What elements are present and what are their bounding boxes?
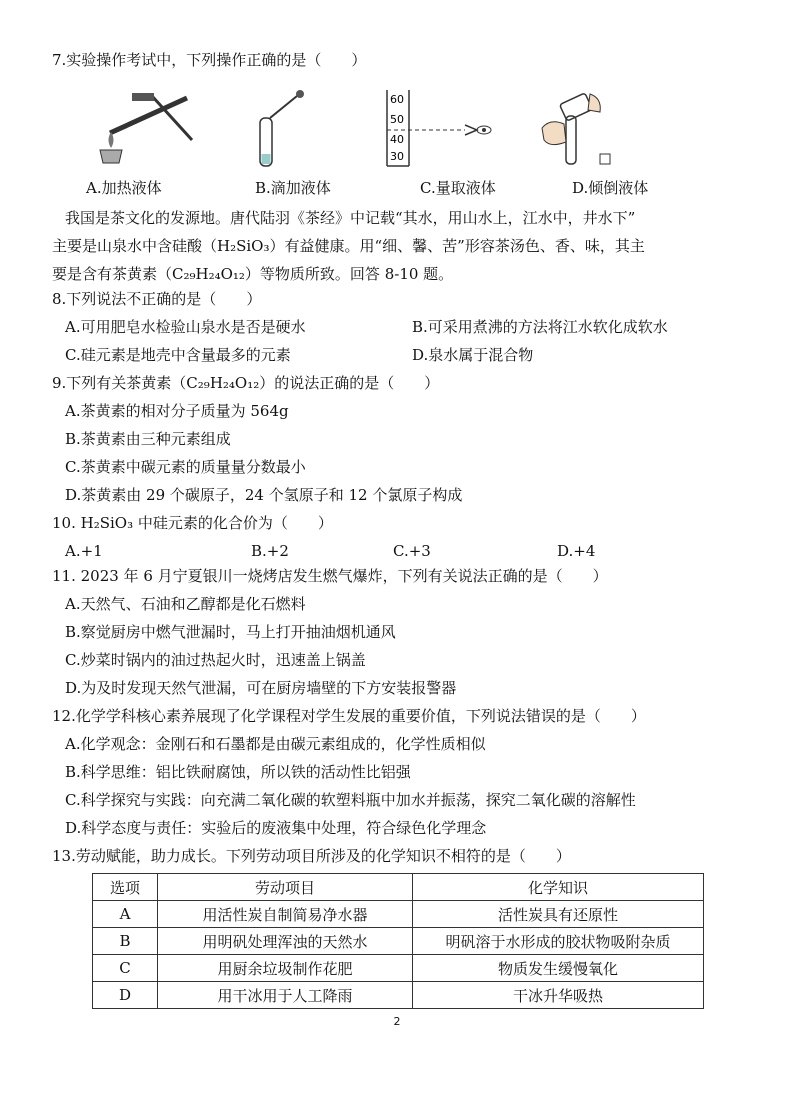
table-cell: 活性炭具有还原性 <box>413 901 704 928</box>
option-b-label: B.滴加液体 <box>255 179 331 197</box>
table-cell: 用活性炭自制简易净水器 <box>158 901 413 928</box>
q12-option-d: D.科学态度与责任：实验后的废液集中处理，符合绿色化学理念 <box>65 819 487 837</box>
q12-option-a: A.化学观念：金刚石和石墨都是由碳元素组成的，化学性质相似 <box>65 735 486 753</box>
question-8-stem: 8.下列说法不正确的是（ ） <box>52 290 262 308</box>
table-cell: 干冰升华吸热 <box>413 982 704 1009</box>
question-13-stem: 13.劳动赋能，助力成长。下列劳动项目所涉及的化学知识不相符的是（ ） <box>52 847 571 865</box>
table-cell: C <box>93 955 158 982</box>
question-7-stem: 7.实验操作考试中，下列操作正确的是（ ） <box>52 51 367 69</box>
option-d-label: D.倾倒液体 <box>572 179 649 197</box>
table-cell: 用明矾处理浑浊的天然水 <box>158 928 413 955</box>
tick-40: 40 <box>390 133 404 146</box>
dropping-liquid-figure <box>232 88 362 168</box>
table-row <box>93 982 704 1009</box>
header-labor-project: 劳动项目 <box>158 874 413 901</box>
table-header-row <box>93 874 704 901</box>
passage-line-1: 我国是茶文化的发源地。唐代陆羽《茶经》中记载“其水，用山水上，江水中，井水下” <box>65 209 636 227</box>
table-cell: A <box>93 901 158 928</box>
q11-option-a: A.天然气、石油和乙醇都是化石燃料 <box>65 595 306 613</box>
table-row <box>93 955 704 982</box>
page-number: 2 <box>393 1015 401 1028</box>
option-c-label: C.量取液体 <box>420 179 496 197</box>
table-cell: B <box>93 928 158 955</box>
header-chem-knowledge: 化学知识 <box>413 874 704 901</box>
question-10-stem: 10. H₂SiO₃ 中硅元素的化合价为（ ） <box>52 514 333 532</box>
table-cell: 物质发生缓慢氧化 <box>413 955 704 982</box>
question-11-stem: 11. 2023 年 6 月宁夏银川一烧烤店发生燃气爆炸，下列有关说法正确的是（ ） <box>52 567 608 585</box>
q10-option-c: C.+3 <box>393 542 431 560</box>
option-a-label: A.加热液体 <box>86 179 162 197</box>
tick-50: 50 <box>390 113 404 126</box>
question-12-stem: 12.化学学科核心素养展现了化学课程对学生发展的重要价值，下列说法错误的是（ ） <box>52 707 646 725</box>
q10-option-b: B.+2 <box>251 542 289 560</box>
q9-option-a: A.茶黄素的相对分子质量为 564g <box>65 402 289 420</box>
table-row <box>93 901 704 928</box>
passage-line-2: 主要是山泉水中含硅酸（H₂SiO₃）有益健康。用“细、馨、苦”形容茶汤色、香、味，其主 <box>52 237 645 255</box>
table-cell: 用干冰用于人工降雨 <box>158 982 413 1009</box>
labor-knowledge-table <box>92 873 704 1009</box>
tick-60: 60 <box>390 93 404 106</box>
q9-option-c: C.茶黄素中碳元素的质量量分数最小 <box>65 458 306 476</box>
q8-option-a: A.可用肥皂水检验山泉水是否是硬水 <box>65 318 306 336</box>
q11-option-c: C.炒菜时锅内的油过热起火时，迅速盖上锅盖 <box>65 651 366 669</box>
heating-liquid-figure <box>92 88 222 168</box>
q10-option-a: A.+1 <box>65 542 103 560</box>
table-cell: 用厨余垃圾制作花肥 <box>158 955 413 982</box>
q11-option-d: D.为及时发现天然气泄漏，可在厨房墙壁的下方安装报警器 <box>65 679 457 697</box>
table-cell: D <box>93 982 158 1009</box>
q12-option-b: B.科学思维：铝比铁耐腐蚀，所以铁的活动性比铝强 <box>65 763 411 781</box>
pouring-liquid-figure <box>540 88 670 168</box>
q10-option-d: D.+4 <box>557 542 596 560</box>
header-option: 选项 <box>93 874 158 901</box>
q8-option-d: D.泉水属于混合物 <box>412 346 534 364</box>
q8-option-b: B.可采用煮沸的方法将江水软化成软水 <box>412 318 668 336</box>
q12-option-c: C.科学探究与实践：向充满二氧化碳的软塑料瓶中加水并振荡，探究二氧化碳的溶解性 <box>65 791 636 809</box>
q9-option-d: D.茶黄素由 29 个碳原子，24 个氢原子和 12 个氯原子构成 <box>65 486 463 504</box>
q8-option-c: C.硅元素是地壳中含量最多的元素 <box>65 346 291 364</box>
table-row <box>93 928 704 955</box>
question-9-stem: 9.下列有关茶黄素（C₂₉H₂₄O₁₂）的说法正确的是（ ） <box>52 374 440 392</box>
passage-line-3: 要是含有茶黄素（C₂₉H₂₄O₁₂）等物质所致。回答 8-10 题。 <box>52 265 454 283</box>
q11-option-b: B.察觉厨房中燃气泄漏时，马上打开抽油烟机通风 <box>65 623 396 641</box>
measuring-cylinder-figure <box>385 88 515 168</box>
table-cell: 明矾溶于水形成的胶状物吸附杂质 <box>413 928 704 955</box>
tick-30: 30 <box>390 150 404 163</box>
q9-option-b: B.茶黄素由三种元素组成 <box>65 430 231 448</box>
